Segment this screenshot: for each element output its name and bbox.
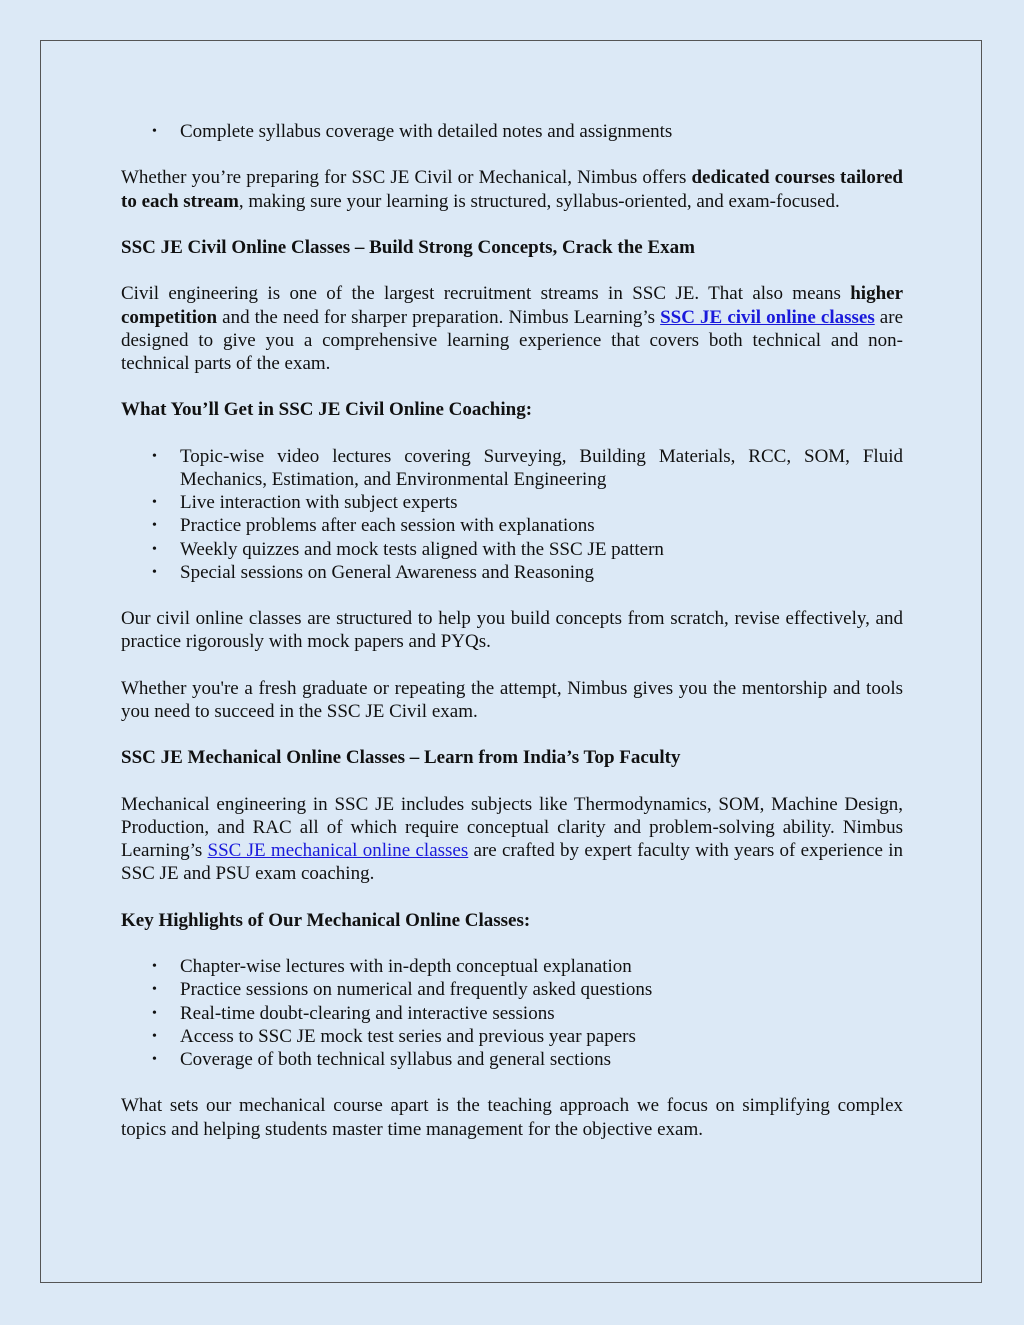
- bullet: •: [152, 564, 157, 580]
- document-content: [121, 120, 903, 1141]
- civil-classes-link[interactable]: SSC JE civil online classes: [660, 306, 875, 328]
- list-item: [121, 1002, 903, 1025]
- civil-paragraph: Civil engineering is one of the largest recruitment streams in SSC JE. That also means higher competition and the need for sharper preparation. Nimbus Learning’s SSC JE civil online classes are designed to give you a comprehensive learning experience that covers both technical and non-technical parts of the exam.: [121, 283, 904, 374]
- list-item-text: Special sessions on General Awareness and Reasoning: [180, 561, 595, 583]
- civil-paragraph-2: Our civil online classes are structured to help you build concepts from scratch, revise effectively, and practice rigorously with mock papers and PYQs.: [121, 608, 903, 653]
- civil-subheading: What You’ll Get in SSC JE Civil Online Coaching:: [121, 399, 533, 421]
- list-item-text: Access to SSC JE mock test series and previous year papers: [180, 1025, 636, 1047]
- intro-list: [121, 120, 903, 143]
- list-item-text: Live interaction with subject experts: [180, 492, 458, 514]
- bullet: •: [152, 959, 157, 975]
- list-item: [121, 955, 903, 978]
- list-item-text: Weekly quizzes and mock tests aligned with the SSC JE pattern: [180, 538, 664, 560]
- bullet: •: [152, 1005, 157, 1021]
- bullet: •: [152, 541, 157, 557]
- civil-paragraph-3: Whether you're a fresh graduate or repeating the attempt, Nimbus gives you the mentorship and tools you need to succeed in the SSC JE Civil exam.: [121, 677, 903, 722]
- bullet: •: [152, 982, 157, 998]
- list-item: [121, 1025, 903, 1048]
- mechanical-bullet-list: [121, 955, 903, 1071]
- bullet: •: [152, 1051, 157, 1067]
- emphasis-text: higher competition: [121, 283, 903, 328]
- bullet: •: [152, 124, 157, 139]
- mechanical-classes-link[interactable]: SSC JE mechanical online classes: [207, 840, 469, 862]
- list-item: [121, 978, 903, 1001]
- list-item-text: Topic-wise video lectures covering Surveying, Building Materials, RCC, SOM, Fluid Mechanics, Estimation, and Environmental Engineering: [180, 445, 903, 490]
- list-item: [121, 120, 903, 143]
- mechanical-paragraph-2: What sets our mechanical course apart is the teaching approach we focus on simplifying complex topics and helping students master time management for the objective exam.: [121, 1095, 903, 1140]
- list-item-text: Practice sessions on numerical and frequently asked questions: [180, 979, 653, 1001]
- list-item: [121, 445, 903, 491]
- civil-bullet-list: [121, 445, 903, 584]
- list-item: [121, 491, 903, 514]
- list-item-text: Coverage of both technical syllabus and general sections: [180, 1048, 612, 1070]
- bullet: •: [152, 495, 157, 511]
- civil-heading: SSC JE Civil Online Classes – Build Strong Concepts, Crack the Exam: [121, 236, 695, 258]
- bullet: •: [152, 448, 157, 464]
- list-item: [121, 561, 903, 584]
- mechanical-heading: SSC JE Mechanical Online Classes – Learn from India’s Top Faculty: [121, 747, 681, 769]
- emphasis-text: dedicated courses tailored to each stream: [121, 167, 903, 212]
- list-item: [121, 1048, 903, 1071]
- intro-paragraph: Whether you’re preparing for SSC JE Civil or Mechanical, Nimbus offers dedicated courses tailored to each stream, making sure your learning is structured, syllabus-oriented, and exam-focused.: [121, 167, 903, 212]
- list-item-text: Real-time doubt-clearing and interactive sessions: [180, 1002, 555, 1024]
- mechanical-paragraph: Mechanical engineering in SSC JE includes subjects like Thermodynamics, SOM, Machine Design, Production, and RAC all of which require conceptual clarity and problem-solving ability. Nimbus Learning’s SSC JE mechanical online classes are crafted by expert faculty with years of experience in SSC JE and PSU exam coaching.: [121, 793, 903, 885]
- bullet: •: [152, 518, 157, 534]
- list-item-text: Complete syllabus coverage with detailed notes and assignments: [180, 121, 673, 142]
- list-item: [121, 514, 903, 537]
- bullet: •: [152, 1028, 157, 1044]
- list-item-text: Chapter-wise lectures with in-depth conceptual explanation: [180, 956, 632, 978]
- list-item: [121, 538, 903, 561]
- mechanical-subheading: Key Highlights of Our Mechanical Online Classes:: [121, 909, 531, 931]
- list-item-text: Practice problems after each session with explanations: [180, 515, 595, 537]
